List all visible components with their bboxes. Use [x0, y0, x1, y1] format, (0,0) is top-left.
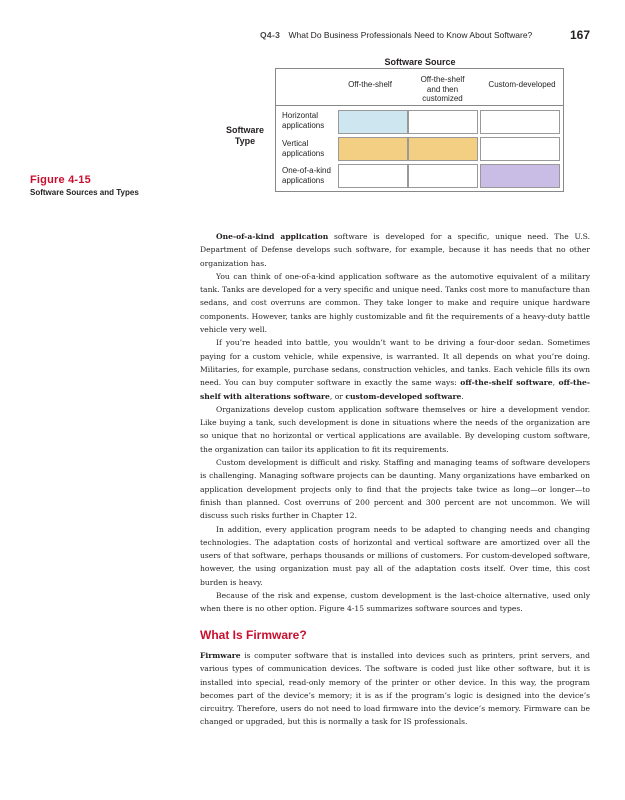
paragraph: Firmware is computer software that is installed into devices such as printers, print servers, and various types of communication devices. The software is coded just like other software, but it is installed into special, read-only memory of the printer or other device. In this way, the program becomes part of the device’s memory; it is as if the program’s logic is designed into the device’s circuitry. Therefore, users do not need to load firmware into the device’s memory. Firmware can be changed or upgraded, but this is normally a task for IS professionals.: [200, 650, 590, 727]
figure-title: Software Sources and Types: [30, 188, 139, 197]
paragraph: One-of-a-kind application software is developed for a specific, unique need. The U.S. Department of Defense develops such software, for example, because it has needs that no other organization has.: [200, 232, 590, 268]
column-header-off-the-shelf: Off-the-shelf: [348, 80, 392, 89]
column-header-custom-developed: Custom-developed: [488, 80, 556, 89]
cell-horizontal-customized: [408, 110, 478, 134]
paragraph: Organizations develop custom application software themselves or hire a development vendor. Like buying a tank, such development is done in situations where the needs of the organization are so unique that no horizontal or vertical applications are available. By developing custom software, the organization can tailor its application to fit its requirements.: [200, 404, 590, 454]
term-custom-developed: custom-developed software: [345, 391, 462, 401]
row-header-horizontal: Horizontal applications: [282, 111, 325, 130]
cell-vertical-customized: [408, 137, 478, 161]
paragraph: Because of the risk and expense, custom development is the last-choice alternative, used only when there is no other option. Figure 4-15 summarizes software sources and types.: [200, 591, 590, 614]
cell-horizontal-off-the-shelf: [338, 110, 408, 134]
row-header-one-of-a-kind: One-of-a-kind applications: [282, 166, 331, 185]
term-firmware: Firmware: [200, 650, 241, 660]
paragraph: If you’re headed into battle, you wouldn’t want to be driving a four-door sedan. Sometimes paying for a custom vehicle, while expensive, is warranted. It all depends on what you’re doing. Militaries, for example, purchase sedans, construction vehicles, and tanks. Each vehicle fills its own need. You can buy computer software in exactly the same ways: off-the-shelf software, off-the-shelf with alterations software, or custom-developed software.: [200, 338, 590, 401]
software-type-label: Software Type: [225, 125, 264, 146]
body-text: [200, 230, 590, 729]
cell-one-of-a-kind-off-the-shelf: [338, 164, 408, 188]
section-title: What Do Business Professionals Need to Know About Software?: [288, 30, 533, 40]
page-number: 167: [569, 28, 590, 42]
figure-number: Figure 4-15: [30, 174, 91, 186]
cell-horizontal-custom: [480, 110, 560, 134]
software-source-title: Software Source: [384, 57, 456, 67]
paragraph: You can think of one-of-a-kind application software as the automotive equivalent of a military tank. Tanks are developed for a very specific and unique need. Tanks cost more to manufacture than sedans, and cost overruns are common. They take longer to make and require unique hardware components. However, tanks are highly customizable and fit the requirements of a heavy-duty battle vehicle very well.: [200, 271, 590, 335]
running-header: [260, 30, 590, 44]
term-one-of-a-kind: One-of-a-kind application: [216, 232, 329, 241]
cell-vertical-off-the-shelf: [338, 137, 408, 161]
row-header-vertical: Vertical applications: [282, 139, 325, 158]
cell-vertical-custom: [480, 137, 560, 161]
cell-one-of-a-kind-customized: [408, 164, 478, 188]
cell-one-of-a-kind-custom: [480, 164, 560, 188]
figure-caption: [30, 174, 180, 197]
section-heading-firmware: What Is Firmware?: [200, 627, 307, 642]
term-off-the-shelf: off-the-shelf software: [460, 378, 553, 388]
term-off-the-shelf-alterations: off-the-shelf with alterations software: [200, 378, 590, 401]
paragraph: In addition, every application program needs to be adapted to changing needs and changing technologies. The adaptation costs of horizontal and vertical software are amortized over all the users of that software, perhaps thousands or millions of customers. For custom-developed software, however, the using organization must pay all of the adaptation costs itself. Over time, this cost burden is heavy.: [200, 524, 590, 587]
paragraph: Custom development is difficult and risky. Staffing and managing teams of software developers is challenging. Managing software projects can be daunting. Many organizations have embarked on application development projects only to find that the projects take twice as long—or longer—to finish than planned. Cost overruns of 200 percent and 300 percent are not uncommon. We will discuss such risks further in Chapter 12.: [200, 458, 590, 521]
column-header-customized: Off-the-shelf and then customized: [420, 75, 465, 103]
section-code: Q4-3: [260, 30, 281, 40]
header-divider: [275, 105, 564, 106]
